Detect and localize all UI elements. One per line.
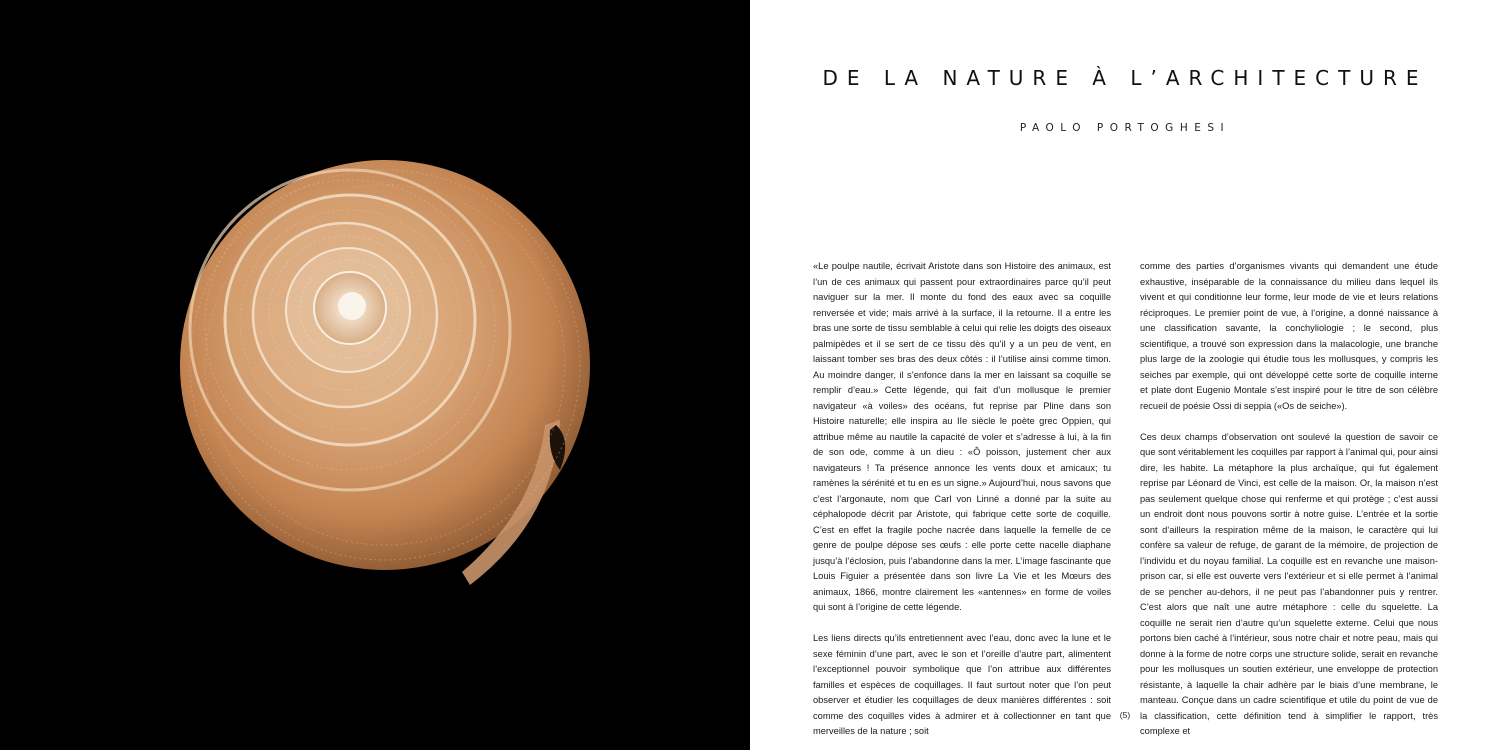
shell-apex xyxy=(338,292,366,320)
paragraph: «Le poulpe nautile, écrivait Aristote dans son Histoire des animaux, est l’un de ces animaux qui passent pour extraordinaires parce qu’il peut naviguer sur la mer. Il monte du fond des eaux avec sa coquille renversée et vide; mais arrivé à la surface, il la retourne. Il a entre les bras une sorte de tissu semblable à celui qui relie les doigts des oiseaux palmipèdes et il se sert de ce tissu dès qu’il y a un peu de vent, en laissant tomber ses bras des deux côtés : il l’utilise ainsi comme timon. Au moindre danger, il s’enfonce dans la mer en laissant sa coquille se remplir d’eau.» Cette légende, qui fait d’un mollusque le premier navigateur «à voiles» des océans, fut reprise par Pline dans son Histoire naturelle; elle inspira au IIe siècle le poète grec Oppien, qui attribue même au nautile la capacité de voler et s’adresse à lui, à la fin de son ode, comme à un dieu : «Ô poisson, justement cher aux navigateurs ! Ta présence annonce les vents doux et amicaux; tu ramènes la sérénité et tu en es un signe.» Aujourd’hui, nous savons que c’est l’argonaute, nom que Carl von Linné a donné par la suite au céphalopode décrit par Aristote, qui fabrique cette sorte de coquille. C’est en effet la fragile poche nacrée dans laquelle la femelle de ce genre de poulpe dépose ses œufs : elle porte cette nacelle diaphane jusqu’à l’éclosion, puis l’abandonne dans la mer. L’image fascinante que Louis Figuier a présentée dans son livre La Vie et les Mœurs des animaux, 1866, montre clairement les «antennes» en forme de voiles qui sont à l’origine de cette légende. xyxy=(813,261,1111,612)
paragraph: comme des parties d’organismes vivants qui demandent une étude exhaustive, inséparable de la connaissance du milieu dans lequel ils vivent et qui conditionne leur forme, leur mode de vie et leurs relations réciproques. Le premier point de vue, à l’origine, a donné naissance à une classification savante, la conchyliologie ; le second, plus scientifique, a trouvé son expression dans la malacologie, une branche plus large de la zoologie qui étudie tous les mollusques, y compris les seiches par exemple, qui ont développé cette sorte de coquille interne et plate dont Eugenio Montale s’est inspiré pour le titre de son célèbre recueil de poésie Ossi di seppia («Os de seiche»). xyxy=(1140,261,1438,411)
snail-shell-photo xyxy=(0,0,750,750)
text-column-right xyxy=(1140,259,1438,755)
chapter-title: DE LA NATURE À L’ARCHITECTURE xyxy=(822,66,1428,90)
paragraph: Ces deux champs d’observation ont soulevé la question de savoir ce que sont véritablement les coquilles par rapport à l’animal qui, pour ainsi dire, les habite. La métaphore la plus archaïque, qui fut également reprise par Léonard de Vinci, est celle de la maison. Or, la maison n’est pas seulement quelque chose qui renferme et qui protège ; c’est aussi un endroit dont nous pouvons sortir à notre guise. L’entrée et la sortie sont d’ailleurs la respiration même de la maison, le caractère qui lui confère sa valeur de refuge, de garant de la mémoire, de projection de l’individu et du noyau familial. La coquille est en revanche une maison-prison car, si elle est ouverte vers l’extérieur et si elle permet à l’animal de se pencher au-dehors, il ne peut pas l’abandonner puis y rentrer. C’est alors que naît une autre métaphore : celle du squelette. La coquille ne serait rien d’autre qu’un squelette externe. Celui que nous portons bien caché à l’intérieur, sous notre chair et notre peau, mais qui donne à la forme de notre corps une structure solide, serait en revanche pour les mollusques un soutien extérieur, une enveloppe de protection résistante, à laquelle la chair adhère par le biais d’une membrane, le manteau. Conçue dans un cadre scientifique et utile du point de vue de la classification, cette définition tend à simplifier le rapport, très complexe et xyxy=(1140,431,1438,736)
text-column-left xyxy=(813,259,1111,755)
page-number: (5) xyxy=(1119,710,1131,720)
left-page-photo-panel xyxy=(0,0,750,750)
author-name: PAOLO PORTOGHESI xyxy=(1019,122,1231,134)
right-page-text-panel xyxy=(750,0,1500,750)
paragraph: Les liens directs qu’ils entretiennent avec l’eau, donc avec la lune et le sexe féminin d’une part, avec le son et l’oreille d’autre part, alimentent l’exceptionnel pouvoir symbolique que l’on attribue aux différentes familles et espèces de coquillages. Il faut surtout noter que l’on peut observer et étudier les coquillages de deux manières différentes : soit comme des coquilles vides à admirer et à collectionner en tant que merveilles de la nature ; soit xyxy=(813,633,1111,736)
